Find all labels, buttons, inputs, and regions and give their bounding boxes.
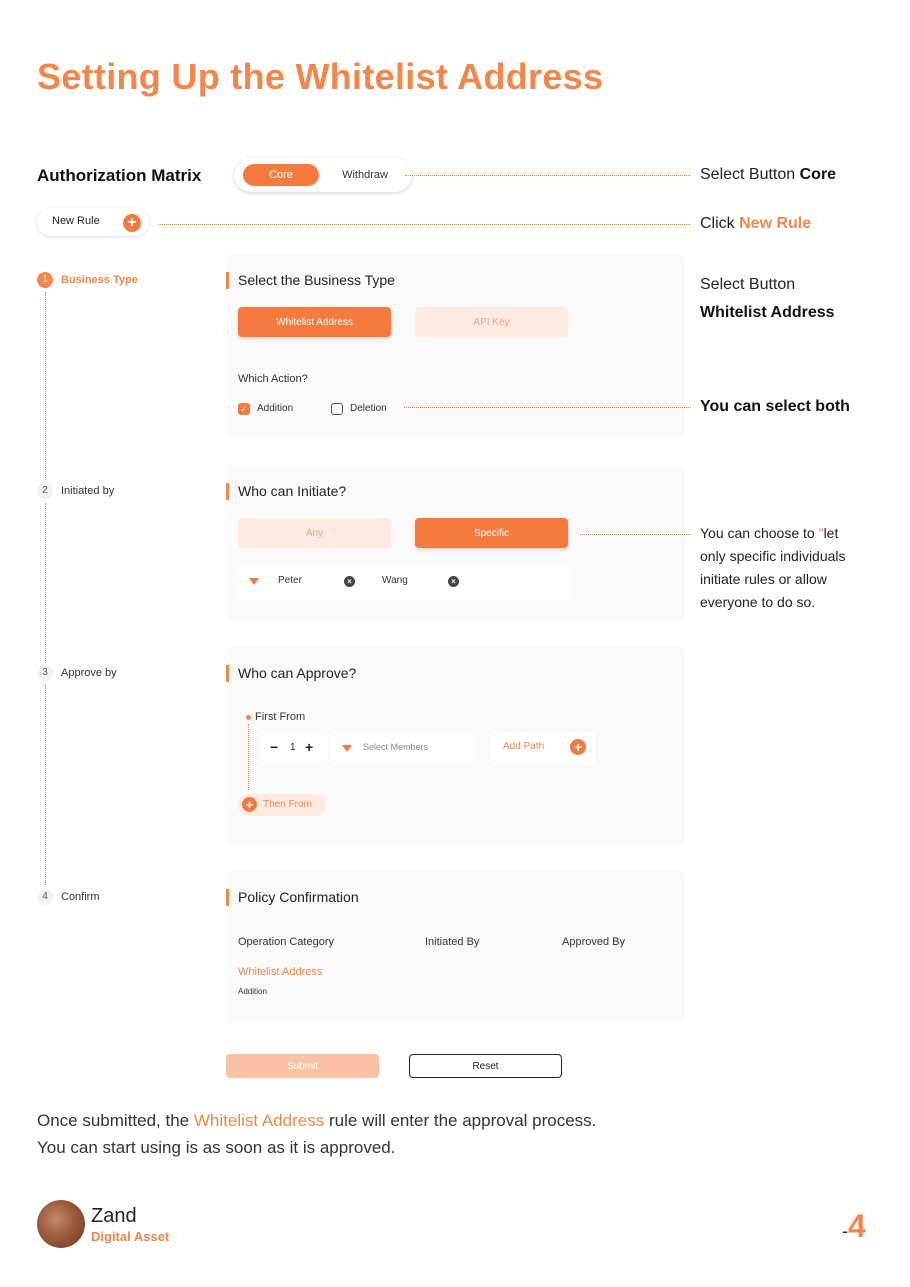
annotation-select-core: Select Button Core [700,166,837,183]
connector-select-both [404,407,691,408]
annotation-select-both: You can select both [700,398,850,415]
step-4-label: Confirm [61,891,100,903]
reset-button[interactable]: Reset [409,1054,562,1078]
step-2-connector [45,503,46,663]
then-from-plus-icon[interactable]: + [242,797,257,812]
policy-confirmation-title: Policy Confirmation [226,889,359,906]
approver-count-value: 1 [290,742,296,753]
annotation-choose: You can choose to "let only specific individuals initiate rules or allow everyone to do so. [700,525,846,610]
page-title: Setting Up the Whitelist Address [37,56,604,97]
brand-name: Zand [91,1205,137,1227]
step-1-connector [45,292,46,480]
page-number: -4 [842,1208,866,1244]
footer-line-1: Once submitted, the Whitelist Address rule will enter the approval process. [37,1111,597,1130]
operation-category-header: Operation Category [238,936,334,948]
withdraw-tab[interactable]: Withdraw [342,169,388,181]
remove-wang-icon[interactable]: × [448,576,459,587]
operation-category-value: Whitelist Address [238,966,323,978]
any-button[interactable]: Any [238,518,391,548]
approve-path-connector [248,724,249,790]
specific-button[interactable]: Specific [415,518,568,548]
step-1-label: Business Type [61,274,138,286]
step-3-number: 3 [37,665,53,681]
initiated-by-header: Initiated By [425,936,480,948]
brand-subtitle: Digital Asset [91,1229,170,1244]
connector-new-rule [158,224,691,225]
step-1-number: 1 [37,272,53,288]
add-path-plus-icon[interactable]: + [570,739,586,755]
add-path-label: Add Path [503,741,545,752]
core-tab[interactable]: Core [243,164,319,186]
step-2-number: 2 [37,483,53,499]
which-action-label: Which Action? [238,373,308,385]
dropdown-triangle-icon[interactable] [249,578,259,585]
zand-logo [37,1200,85,1248]
decrement-button[interactable]: − [270,739,279,755]
annotation-select-whitelist: Select Button Whitelist Address [700,276,835,321]
select-members-triangle-icon[interactable] [342,745,352,752]
new-rule-plus-icon[interactable]: + [123,214,141,232]
footer-line-2: You can start using is as soon as it is approved. [37,1138,396,1157]
first-from-dot [246,715,251,720]
authorization-matrix-label: Authorization Matrix [37,166,202,185]
member-tag-peter: Peter [278,575,302,586]
deletion-label: Deletion [350,403,387,414]
new-rule-label: New Rule [52,215,100,227]
step-3-connector [45,685,46,885]
select-members-placeholder: Select Members [363,742,429,752]
addition-checkbox[interactable]: ✓ [238,403,250,415]
whitelist-address-button[interactable]: Whitelist Address [238,307,391,337]
step-4-number: 4 [37,889,53,905]
approve-title: Who can Approve? [226,665,356,682]
remove-peter-icon[interactable]: × [344,576,355,587]
connector-core [405,175,691,176]
step-2-label: Initiated by [61,485,115,497]
api-key-button[interactable]: API Key [415,307,568,337]
first-from-label: First From [255,711,306,723]
deletion-checkbox[interactable] [331,403,343,415]
business-type-title: Select the Business Type [226,272,395,289]
submit-button[interactable]: Submit [226,1054,379,1078]
step-3-label: Approve by [61,667,117,679]
approved-by-header: Approved By [562,936,625,948]
addition-label: Addition [257,403,294,414]
initiate-title: Who can Initiate? [226,483,346,500]
then-from-label: Then From [263,799,312,810]
member-tag-wang: Wang [382,575,408,586]
increment-button[interactable]: + [305,739,314,755]
annotation-click-new-rule: Click New Rule [700,215,812,232]
operation-category-sub: Addition [238,987,267,996]
connector-choose [580,534,691,535]
